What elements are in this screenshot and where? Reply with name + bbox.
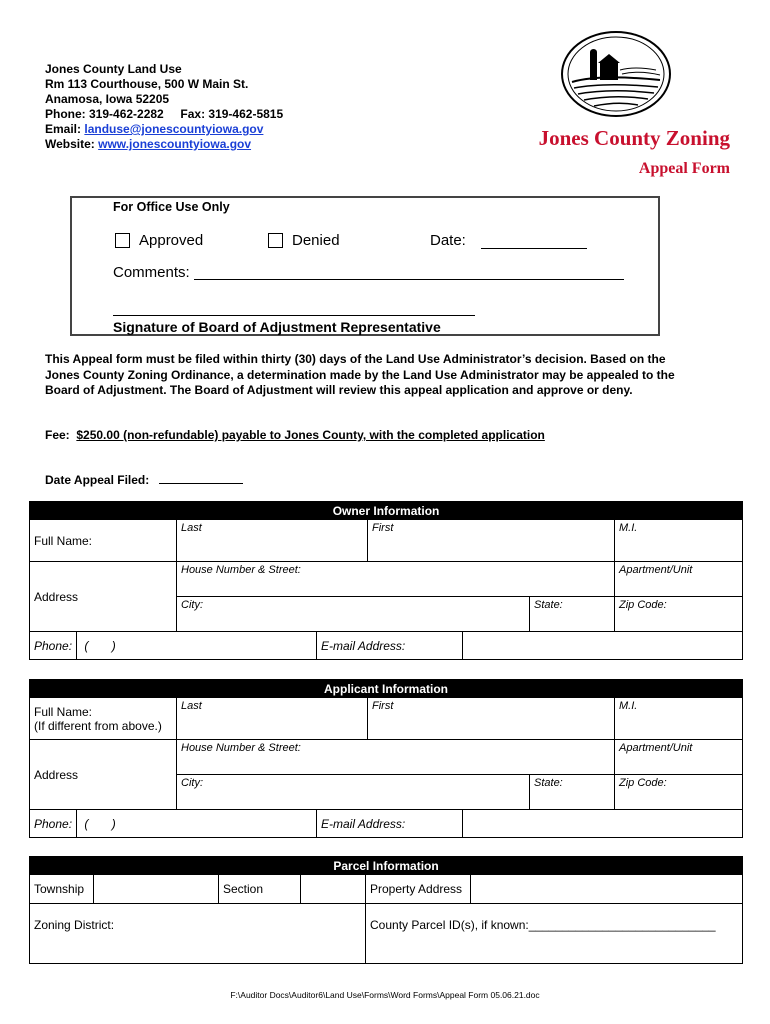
- property-address-field[interactable]: [471, 875, 743, 904]
- applicant-state-field[interactable]: State:: [530, 775, 615, 810]
- applicant-zip-field[interactable]: Zip Code:: [615, 775, 743, 810]
- owner-address-label: Address: [30, 562, 177, 632]
- zoning-district-field[interactable]: Zoning District:: [30, 904, 366, 964]
- address-line-2: Anamosa, Iowa 52205: [45, 92, 170, 106]
- township-label: Township: [30, 875, 94, 904]
- owner-table: [29, 501, 743, 660]
- approved-label: Approved: [139, 232, 204, 249]
- instructions-paragraph: This Appeal form must be filed within thirty (30) days of the Land Use Administrator’s decision. Based on the Jones County Zoning Ordinance, a determination made by the Land Use Administrator may be appealed to the Board of Adjustment. The Board of Adjustment will review this appeal application and approve or deny.: [45, 352, 675, 397]
- email-label: Email:: [45, 122, 82, 136]
- applicant-street-field[interactable]: House Number & Street:: [177, 740, 615, 775]
- section-label: Section: [219, 875, 301, 904]
- page-title: Jones County Zoning: [538, 126, 730, 150]
- applicant-paren-close: ): [111, 816, 116, 831]
- owner-email-field[interactable]: [463, 632, 743, 660]
- applicant-full-name-note: (If different from above.): [34, 718, 162, 733]
- signature-line[interactable]: [113, 315, 475, 316]
- owner-heading: Owner Information: [30, 502, 743, 520]
- fee-text: $250.00 (non-refundable) payable to Jones County, with the completed application: [76, 428, 545, 442]
- owner-full-name-label: Full Name:: [30, 520, 177, 562]
- address-line-1: Rm 113 Courthouse, 500 W Main St.: [45, 77, 249, 91]
- website-label: Website:: [45, 137, 95, 151]
- applicant-city-field[interactable]: City:: [177, 775, 530, 810]
- fee-line: [45, 428, 545, 442]
- owner-zip-field[interactable]: Zip Code:: [615, 597, 743, 632]
- denied-checkbox[interactable]: [268, 233, 283, 248]
- email-link[interactable]: landuse@jonescountyiowa.gov: [84, 122, 264, 136]
- footer-path: F:\Auditor Docs\Auditor6\Land Use\Forms\Word Forms\Appeal Form 05.06.21.doc: [230, 990, 540, 1000]
- applicant-mi-label: M.I.: [619, 700, 638, 712]
- applicant-heading: Applicant Information: [30, 680, 743, 698]
- date-label: Date:: [430, 232, 466, 249]
- property-address-label: Property Address: [366, 875, 471, 904]
- applicant-full-name-text: Full Name:: [34, 704, 93, 719]
- applicant-phone-field[interactable]: [77, 810, 317, 838]
- email-line: [45, 122, 283, 137]
- fax-text: Fax: 319-462-5815: [180, 107, 284, 121]
- website-link[interactable]: www.jonescountyiowa.gov: [98, 137, 252, 151]
- owner-email-label: E-mail Address:: [317, 632, 463, 660]
- owner-apt-field[interactable]: Apartment/Unit: [615, 562, 743, 597]
- date-line[interactable]: [481, 248, 587, 249]
- owner-first-field[interactable]: First: [368, 520, 615, 562]
- applicant-address-label: Address: [30, 740, 177, 810]
- applicant-phone-label: Phone:: [30, 810, 77, 838]
- office-use-box: [70, 196, 660, 336]
- comments-label: Comments:: [113, 264, 190, 281]
- owner-city-field[interactable]: City:: [177, 597, 530, 632]
- date-filed-field[interactable]: [159, 483, 243, 484]
- parcel-heading: Parcel Information: [30, 857, 743, 875]
- applicant-table: [29, 679, 743, 838]
- applicant-email-field[interactable]: [463, 810, 743, 838]
- date-filed-line: [45, 473, 243, 487]
- fee-label: Fee:: [45, 428, 70, 442]
- applicant-last-field[interactable]: Last: [177, 698, 368, 740]
- applicant-mi-field[interactable]: [615, 698, 743, 740]
- phone-fax-line: [45, 107, 283, 122]
- section-field[interactable]: [301, 875, 366, 904]
- parcel-table: [29, 856, 743, 964]
- applicant-email-label: E-mail Address:: [317, 810, 463, 838]
- owner-last-field[interactable]: Last: [177, 520, 368, 562]
- county-logo-icon: [560, 30, 672, 130]
- applicant-apt-field[interactable]: Apartment/Unit: [615, 740, 743, 775]
- date-filed-label: Date Appeal Filed:: [45, 473, 150, 487]
- owner-paren-open: (: [84, 638, 89, 653]
- owner-phone-label: Phone:: [30, 632, 77, 660]
- owner-street-field[interactable]: House Number & Street:: [177, 562, 615, 597]
- applicant-full-name-label: [30, 698, 177, 740]
- county-parcel-field[interactable]: County Parcel ID(s), if known:____________________________: [366, 904, 743, 964]
- owner-phone-field[interactable]: [77, 632, 317, 660]
- approved-checkbox[interactable]: [115, 233, 130, 248]
- owner-mi-field[interactable]: [615, 520, 743, 562]
- contact-block: [45, 62, 283, 152]
- office-use-heading: For Office Use Only: [113, 200, 230, 214]
- applicant-paren-open: (: [84, 816, 89, 831]
- signature-label: Signature of Board of Adjustment Representative: [113, 319, 441, 335]
- applicant-first-field[interactable]: First: [368, 698, 615, 740]
- owner-mi-label: M.I.: [619, 522, 638, 534]
- org-name: Jones County Land Use: [45, 62, 182, 76]
- owner-state-field[interactable]: State:: [530, 597, 615, 632]
- website-line: [45, 137, 283, 152]
- township-field[interactable]: [94, 875, 219, 904]
- owner-paren-close: ): [111, 638, 116, 653]
- page-subtitle: Appeal Form: [638, 160, 730, 177]
- phone-text: Phone: 319-462-2282: [45, 107, 164, 121]
- comments-line[interactable]: [194, 279, 624, 280]
- denied-label: Denied: [292, 232, 340, 249]
